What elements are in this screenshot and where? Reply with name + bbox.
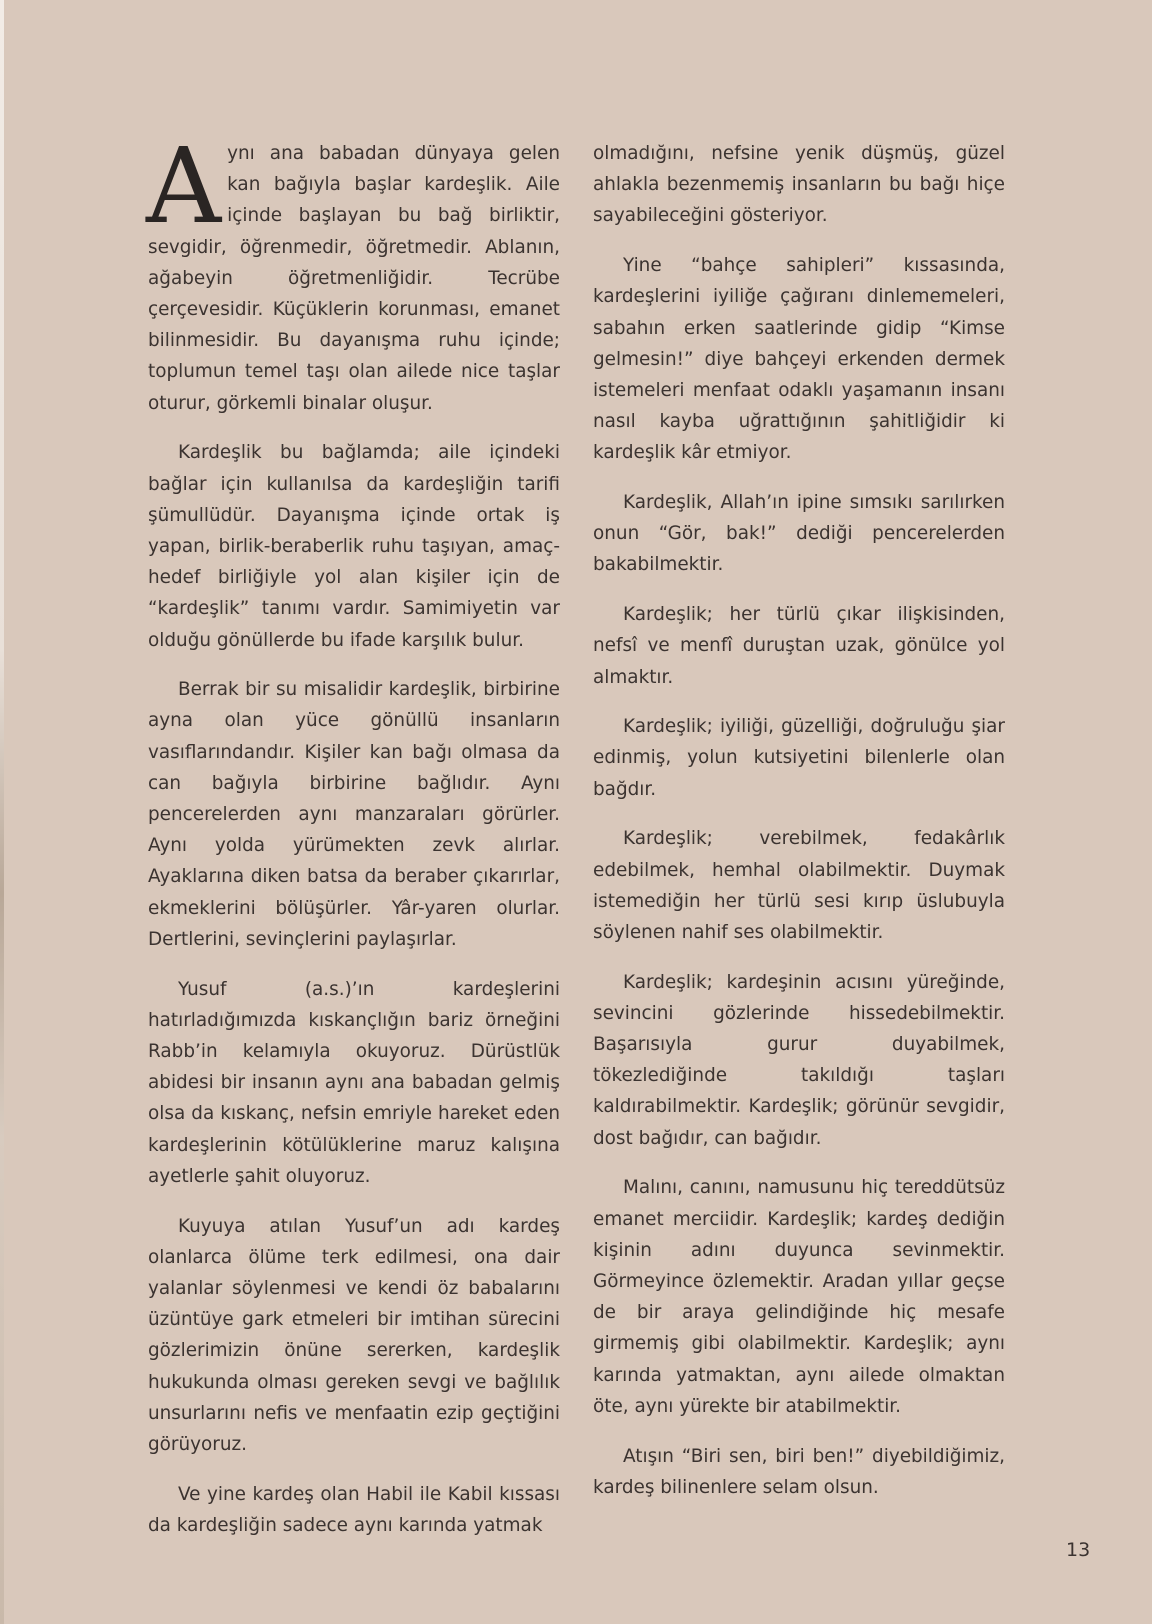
page-number: 13 <box>1066 1539 1091 1561</box>
paragraph: Yusuf (a.s.)’ın kardeşlerini hatırladığımızda kıskançlığın bariz örneğini Rabb’in kelamıyla okuyoruz. Dürüstlük abidesi bir insanın aynı ana babadan gelmiş olsa da kıskanç, nefsin emriyle hareket eden kardeşlerinin kötülüklerine maruz kalışına ayetlerle şahit oluyoruz. <box>148 978 560 1187</box>
paragraph: Kardeşlik, Allah’ın ipine sımsıkı sarılırken onun “Gör, bak!” dediği pencerelerden bakabilmektir. <box>593 492 1005 576</box>
paragraph: Berrak bir su misalidir kardeşlik, birbirine ayna olan yüce gönüllü insanların vasıflarındandır. Kişiler kan bağı olmasa da can bağıyla birbirine bağlıdır. Aynı pencerelerden aynı manzaraları görürler. Aynı yolda yürümekten zevk alırlar. Ayaklarına diken batsa da beraber çıkarırlar, ekmeklerini bölüşürler. Yâr-yaren olurlar. Dertlerini, sevinçlerini paylaşırlar. <box>148 679 560 950</box>
right-column <box>593 138 1005 1521</box>
paragraph: Yine “bahçe sahipleri” kıssasında, kardeşlerini iyiliğe çağıranı dinlememeleri, sabahın erken saatlerinde gidip “Kimse gelmesin!” diye bahçeyi erkenden dermek istemeleri menfaat odaklı yaşamanın insanı nasıl kayba uğrattığının şahitliğidir ki kardeşlik kâr etmiyor. <box>593 255 1005 464</box>
page-edge <box>0 0 4 1624</box>
paragraph: Kardeşlik; iyiliği, güzelliği, doğruluğu şiar edinmiş, yolun kutsiyetini bilenlerle olan bağdır. <box>593 716 1005 800</box>
paragraph: Kardeşlik; her türlü çıkar ilişkisinden, nefsî ve menfî duruştan uzak, gönülce yol almaktır. <box>593 604 1005 688</box>
paragraph: Kuyuya atılan Yusuf’un adı kardeş olanlarca ölüme terk edilmesi, ona dair yalanlar söylenmesi ve kendi öz babalarını üzüntüye gark etmeleri bir imtihan sürecini gözlerimizin önüne sererken, kardeşlik hukukunda olması gereken sevgi ve bağlılık unsurlarını nefis ve menfaatin ezip geçtiğini görüyoruz. <box>148 1215 560 1455</box>
paragraph-text: ynı ana babadan dünyaya gelen kan bağıyla başlar kardeşlik. Aile içinde başlayan bu bağ birliktir, sevgidir, öğrenmedir, öğretmedir. Ablanın, ağabeyin öğretmenliğidir. Tecrübe çerçevesidir. Küçüklerin korunması, emanet bilinmesidir. Bu dayanışma ruhu içinde; toplumun temel taşı olan ailede nice taşlar oturur, görkemli binalar oluşur. <box>148 143 560 414</box>
drop-cap: A <box>146 125 222 247</box>
left-column <box>146 125 560 1560</box>
paragraph: Kardeşlik; kardeşinin acısını yüreğinde, sevincini gözlerinde hissedebilmektir. Başarısıyla gurur duyabilmek, tökezlediğinde takıldığı taşları kaldırabilmektir. Kardeşlik; görünür sevgidir, dost bağıdır, can bağıdır. <box>593 971 1005 1149</box>
paragraph: Kardeşlik; verebilmek, fedakârlık edebilmek, hemhal olabilmektir. Duymak istemediğin her türlü sesi kırıp üslubuyla söylenen nahif ses olabilmektir. <box>593 828 1005 943</box>
paragraph: Ve yine kardeş olan Habil ile Kabil kıssası da kardeşliğin sadece aynı karında yatmak <box>148 1483 560 1536</box>
paragraph: Malını, canını, namusunu hiç tereddütsüz emanet merciidir. Kardeşlik; kardeş dediğin kişinin adını duyunca sevinmektir. Görmeyince özlemektir. Aradan yıllar geçse de bir araya gelindiğinde hiç mesafe girmemiş gibi olabilmektir. Kardeşlik; aynı karında yatmaktan, aynı ailede olmaktan öte, aynı yürekte bir atabilmektir. <box>593 1177 1005 1417</box>
paragraph <box>146 125 560 419</box>
paragraph: Kardeşlik bu bağlamda; aile içindeki bağlar için kullanılsa da kardeşliğin tarifi şümullüdür. Dayanışma içinde ortak iş yapan, birlik-beraberlik ruhu taşıyan, amaç-hedef birliğiyle yol alan kişiler için de “kardeşlik” tanımı vardır. Samimiyetin var olduğu gönüllerde bu ifade karşılık bulur. <box>148 442 560 651</box>
paragraph: Atışın “Biri sen, biri ben!” diyebildiğimiz, kardeş bilinenlere selam olsun. <box>593 1445 1005 1498</box>
paragraph: olmadığını, nefsine yenik düşmüş, güzel ahlakla bezenmemiş insanların bu bağı hiçe sayabileceğini gösteriyor. <box>593 143 1005 227</box>
